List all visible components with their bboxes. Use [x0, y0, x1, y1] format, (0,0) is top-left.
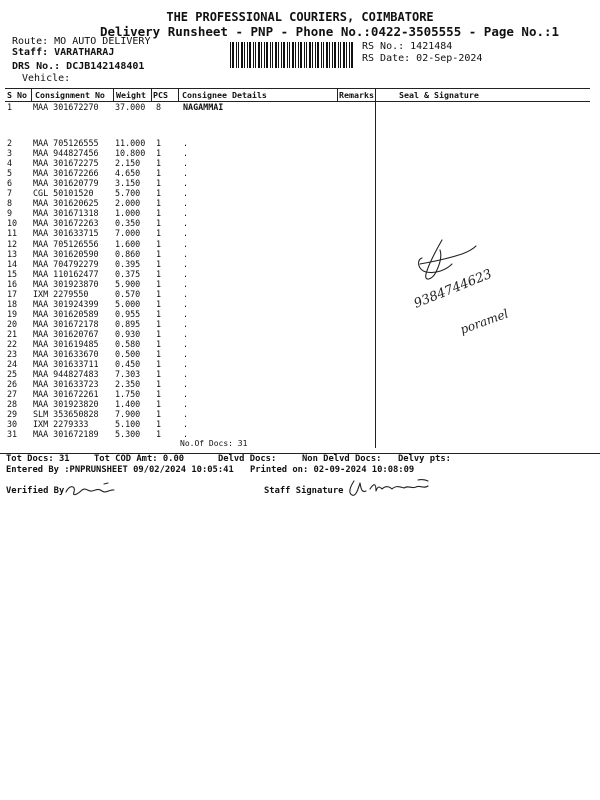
barcode-bar — [236, 42, 237, 68]
barcode-bar — [253, 42, 254, 68]
row-sno: 20 — [7, 318, 18, 329]
entered-by: Entered By :PNPRUNSHEET 09/02/2024 10:05:41 — [6, 465, 234, 475]
row-consignment-no: MAA 301924399 — [33, 298, 99, 309]
staff-label: Staff: VARATHARAJ — [12, 47, 115, 58]
row-consignee-details: NAGAMMAI — [183, 102, 224, 112]
row-sno: 30 — [7, 419, 18, 430]
row-weight: 1.000 — [115, 208, 141, 219]
row-sno: 7 — [7, 188, 13, 199]
barcode-bar — [275, 42, 277, 68]
row-pcs: 1 — [156, 258, 162, 269]
row-sno: 5 — [7, 168, 13, 179]
table-row — [5, 369, 590, 379]
row-weight: 10.800 — [115, 148, 146, 159]
row-weight: 0.570 — [115, 288, 141, 299]
row-consignment-no: CGL 50101520 — [33, 188, 94, 199]
row-pcs: 1 — [156, 148, 162, 159]
row-weight: 0.930 — [115, 328, 141, 339]
row-consignment-no: MAA 704792279 — [33, 258, 99, 269]
row-sno: 28 — [7, 399, 18, 410]
barcode-bar — [332, 42, 333, 68]
table-row — [5, 208, 590, 218]
barcode-bar — [323, 42, 324, 68]
verified-by-signature — [64, 480, 124, 500]
row-pcs: 1 — [156, 268, 162, 279]
barcode-bar — [349, 42, 350, 68]
table-row — [5, 349, 590, 359]
row-consignment-no: MAA 705126555 — [33, 138, 99, 148]
barcode-bar — [278, 42, 279, 68]
row-sno: 9 — [7, 208, 13, 219]
row-consignee-details: . — [183, 328, 189, 339]
row-sno: 26 — [7, 379, 18, 390]
col-header-remarks: Remarks — [339, 90, 374, 100]
row-sno: 25 — [7, 369, 18, 380]
delvd-docs: Delvd Docs: — [218, 454, 277, 464]
barcode-bar — [343, 42, 345, 68]
row-consignee-details: . — [183, 409, 189, 420]
barcode-bar — [295, 42, 296, 68]
row-weight: 2.150 — [115, 158, 141, 169]
barcode-bar — [281, 42, 282, 68]
row-weight: 0.580 — [115, 339, 141, 349]
row-consignee-details: . — [183, 218, 189, 229]
barcode-bar — [326, 42, 328, 68]
col-header-pcs: PCS — [153, 90, 168, 100]
row-sno: 16 — [7, 278, 18, 289]
row-consignee-details: . — [183, 238, 189, 249]
barcode-bar — [258, 42, 260, 68]
row-sno: 1 — [7, 102, 13, 112]
row-consignment-no: MAA 301672266 — [33, 168, 99, 179]
barcode-bar — [338, 42, 339, 68]
row-weight: 0.895 — [115, 318, 141, 329]
row-sno: 22 — [7, 339, 18, 349]
row-consignment-no: MAA 944827483 — [33, 369, 99, 380]
row-weight: 2.350 — [115, 379, 141, 390]
row-sno: 14 — [7, 258, 18, 269]
row-sno: 6 — [7, 178, 13, 189]
row-consignee-details: . — [183, 399, 189, 410]
row-consignment-no: MAA 301619485 — [33, 339, 99, 349]
row-consignee-details: . — [183, 208, 189, 219]
row-pcs: 1 — [156, 349, 162, 360]
row-pcs: 1 — [156, 238, 162, 249]
col-header-weight: Weight — [116, 90, 146, 100]
row-pcs: 1 — [156, 399, 162, 410]
row-weight: 11.000 — [115, 138, 146, 148]
verified-by-label: Verified By — [6, 486, 65, 496]
row-pcs: 1 — [156, 389, 162, 400]
row-consignee-details: . — [183, 359, 189, 370]
row-weight: 2.000 — [115, 198, 141, 209]
row-weight: 0.395 — [115, 258, 141, 269]
barcode-bar — [346, 42, 347, 68]
row-consignment-no: MAA 301620590 — [33, 248, 99, 259]
col-header-consignee: Consignee Details — [182, 90, 267, 100]
table-row — [5, 148, 590, 158]
row-weight: 0.450 — [115, 359, 141, 370]
rs-date: RS Date: 02-Sep-2024 — [362, 53, 483, 64]
row-consignee-details: . — [183, 318, 189, 329]
barcode-bar — [304, 42, 305, 68]
barcode-graphic — [230, 42, 354, 68]
table-row — [5, 188, 590, 198]
row-pcs: 1 — [156, 138, 162, 148]
table-row — [5, 359, 590, 369]
staff-signature — [346, 477, 436, 499]
row-weight: 5.300 — [115, 429, 141, 440]
row-consignee-details: . — [183, 298, 189, 309]
table-row — [5, 198, 590, 208]
row-consignee-details: . — [183, 248, 189, 259]
table-row — [5, 379, 590, 389]
row-consignment-no: MAA 301633723 — [33, 379, 99, 390]
row-consignee-details: . — [183, 178, 189, 189]
row-consignee-details: . — [183, 349, 189, 360]
staff-signature-label: Staff Signature — [264, 486, 344, 496]
row-pcs: 1 — [156, 188, 162, 199]
row-consignment-no: MAA 301620767 — [33, 328, 99, 339]
barcode-bar — [238, 42, 239, 68]
row-pcs: 1 — [156, 339, 162, 349]
row-consignee-details: . — [183, 308, 189, 319]
tot-cod-amt: Tot COD Amt: 0.00 — [94, 454, 185, 464]
row-consignment-no: MAA 301620779 — [33, 178, 99, 189]
row-consignment-no: MAA 944827456 — [33, 148, 99, 159]
row-pcs: 1 — [156, 198, 162, 209]
row-sno: 27 — [7, 389, 18, 400]
row-weight: 0.500 — [115, 349, 141, 360]
row-sno: 11 — [7, 228, 18, 239]
row-consignee-details: . — [183, 188, 189, 199]
row-consignment-no: MAA 301633715 — [33, 228, 99, 239]
row-consignee-details: . — [183, 138, 189, 148]
route-label: Route: MO AUTO DELIVERY — [12, 36, 151, 47]
barcode-bar — [334, 42, 336, 68]
row-sno: 12 — [7, 238, 18, 249]
barcode-bar — [329, 42, 330, 68]
row-sno: 21 — [7, 328, 18, 339]
row-consignment-no: MAA 301620625 — [33, 198, 99, 209]
row-sno: 31 — [7, 429, 18, 440]
barcode-bar — [298, 42, 299, 68]
table-row — [5, 138, 590, 148]
row-consignment-no: SLM 353650828 — [33, 409, 99, 420]
drs-number: DRS No.: DCJB142148401 — [12, 61, 145, 72]
row-pcs: 1 — [156, 248, 162, 259]
row-consignee-details: . — [183, 158, 189, 169]
runsheet-title: Delivery Runsheet - PNP - Phone No.:0422-3505555 - Page No.:1 — [100, 24, 560, 39]
barcode-bar — [266, 42, 268, 68]
row-consignee-details: . — [183, 369, 189, 380]
row-consignment-no: MAA 301633711 — [33, 359, 99, 370]
rs-number: RS No.: 1421484 — [362, 41, 453, 52]
row-consignment-no: MAA 301672178 — [33, 318, 99, 329]
row-weight: 37.000 — [115, 102, 146, 112]
barcode-bar — [249, 42, 251, 68]
barcode-bar — [315, 42, 316, 68]
barcode-bar — [309, 42, 311, 68]
row-consignment-no: MAA 301672275 — [33, 158, 99, 169]
barcode-bar — [255, 42, 256, 68]
table-row — [5, 419, 590, 429]
row-sno: 13 — [7, 248, 18, 259]
row-pcs: 1 — [156, 208, 162, 219]
row-consignee-details: . — [183, 278, 189, 289]
barcode-bar — [241, 42, 243, 68]
row-weight: 1.400 — [115, 399, 141, 410]
row-consignee-details: . — [183, 389, 189, 400]
barcode-bar — [312, 42, 313, 68]
row-consignment-no: IXM 2279550 — [33, 288, 89, 299]
row-weight: 7.900 — [115, 409, 141, 420]
row-pcs: 1 — [156, 298, 162, 309]
row-sno: 23 — [7, 349, 18, 360]
row-pcs: 1 — [156, 369, 162, 380]
row-weight: 5.900 — [115, 278, 141, 289]
row-sno: 2 — [7, 138, 13, 148]
row-weight: 5.000 — [115, 298, 141, 309]
barcode-bar — [287, 42, 288, 68]
row-pcs: 1 — [156, 308, 162, 319]
barcode-bar — [283, 42, 285, 68]
barcode-bar — [270, 42, 271, 68]
table-row — [5, 429, 590, 439]
row-consignment-no: MAA 301672270 — [33, 102, 99, 112]
handwritten-name: poramel — [458, 306, 511, 337]
row-consignment-no: MAA 301672189 — [33, 429, 99, 440]
row-weight: 5.700 — [115, 188, 141, 199]
row-consignee-details: . — [183, 379, 189, 390]
col-header-seal-signature: Seal & Signature — [399, 90, 479, 100]
row-pcs: 1 — [156, 328, 162, 339]
barcode-bar — [340, 42, 341, 68]
table-row — [5, 389, 590, 399]
row-weight: 3.150 — [115, 178, 141, 189]
row-pcs: 1 — [156, 429, 162, 440]
row-pcs: 1 — [156, 178, 162, 189]
row-consignment-no: MAA 301672261 — [33, 389, 99, 400]
row-pcs: 8 — [156, 102, 162, 112]
barcode-bar — [244, 42, 245, 68]
row-sno: 17 — [7, 288, 18, 299]
row-sno: 4 — [7, 158, 13, 169]
row-sno: 3 — [7, 148, 13, 159]
table-row — [5, 409, 590, 419]
row-consignee-details: . — [183, 198, 189, 209]
row-sno: 29 — [7, 409, 18, 420]
row-weight: 1.600 — [115, 238, 141, 249]
table-row — [5, 168, 590, 178]
barcode-bar — [230, 42, 231, 68]
row-pcs: 1 — [156, 409, 162, 420]
row-consignment-no: MAA 301923870 — [33, 278, 99, 289]
row-consignment-no: MAA 301923820 — [33, 399, 99, 410]
col-header-consignment: Consignment No — [35, 90, 105, 100]
row-weight: 5.100 — [115, 419, 141, 430]
row-consignee-details: . — [183, 168, 189, 179]
table-row — [5, 399, 590, 409]
row-sno: 15 — [7, 268, 18, 279]
row-pcs: 1 — [156, 379, 162, 390]
row-consignment-no: IXM 2279333 — [33, 419, 89, 430]
row-pcs: 1 — [156, 168, 162, 179]
no-of-docs: No.Of Docs: 31 — [180, 439, 248, 448]
row-consignee-details: . — [183, 429, 189, 440]
row-consignee-details: . — [183, 148, 189, 159]
row-consignee-details: . — [183, 288, 189, 299]
row-weight: 7.303 — [115, 369, 141, 380]
row-consignment-no: MAA 705126556 — [33, 238, 99, 249]
row-sno: 18 — [7, 298, 18, 309]
row-consignee-details: . — [183, 258, 189, 269]
row-weight: 1.750 — [115, 389, 141, 400]
row-sno: 24 — [7, 359, 18, 370]
row-pcs: 1 — [156, 158, 162, 169]
row-pcs: 1 — [156, 218, 162, 229]
row-consignment-no: MAA 301672263 — [33, 218, 99, 229]
barcode-bar — [232, 42, 234, 68]
row-weight: 4.650 — [115, 168, 141, 179]
vehicle-label: Vehicle: — [22, 73, 71, 84]
row-consignment-no: MAA 301671318 — [33, 208, 99, 219]
row-sno: 8 — [7, 198, 13, 209]
row-consignment-no: MAA 301620589 — [33, 308, 99, 319]
company-title: THE PROFESSIONAL COURIERS, COIMBATORE — [166, 10, 434, 24]
row-consignment-no: MAA 110162477 — [33, 268, 99, 279]
col-header-sno: S No — [7, 90, 27, 100]
tot-docs: Tot Docs: 31 — [6, 454, 70, 464]
table-row — [5, 102, 590, 112]
barcode-bar — [317, 42, 319, 68]
row-weight: 0.350 — [115, 218, 141, 229]
barcode-bar — [289, 42, 290, 68]
row-pcs: 1 — [156, 288, 162, 299]
barcode-bar — [321, 42, 322, 68]
barcode-bar — [292, 42, 294, 68]
row-pcs: 1 — [156, 278, 162, 289]
consignee-signature — [412, 230, 537, 350]
barcode-bar — [264, 42, 265, 68]
row-consignee-details: . — [183, 228, 189, 239]
non-delvd-docs: Non Delvd Docs: — [302, 454, 382, 464]
row-consignee-details: . — [183, 339, 189, 349]
barcode-bar — [306, 42, 307, 68]
table-row — [5, 158, 590, 168]
table-row — [5, 218, 590, 228]
row-pcs: 1 — [156, 419, 162, 430]
barcode-bar — [272, 42, 273, 68]
barcode-bar — [351, 42, 353, 68]
delvy-pts: Delvy pts: — [398, 454, 451, 464]
row-pcs: 1 — [156, 359, 162, 370]
barcode-bar — [300, 42, 302, 68]
handwritten-phone: 9384744623 — [412, 266, 495, 312]
row-sno: 19 — [7, 308, 18, 319]
printed-on: Printed on: 02-09-2024 10:08:09 — [250, 465, 415, 475]
row-consignment-no: MAA 301633670 — [33, 349, 99, 360]
barcode-bar — [247, 42, 248, 68]
row-weight: 0.955 — [115, 308, 141, 319]
row-weight: 0.375 — [115, 268, 141, 279]
row-weight: 0.860 — [115, 248, 141, 259]
row-consignee-details: . — [183, 268, 189, 279]
barcode-bar — [261, 42, 262, 68]
row-weight: 7.000 — [115, 228, 141, 239]
row-consignee-details: . — [183, 419, 189, 430]
table-row — [5, 178, 590, 188]
row-sno: 10 — [7, 218, 18, 229]
row-pcs: 1 — [156, 318, 162, 329]
row-pcs: 1 — [156, 228, 162, 239]
